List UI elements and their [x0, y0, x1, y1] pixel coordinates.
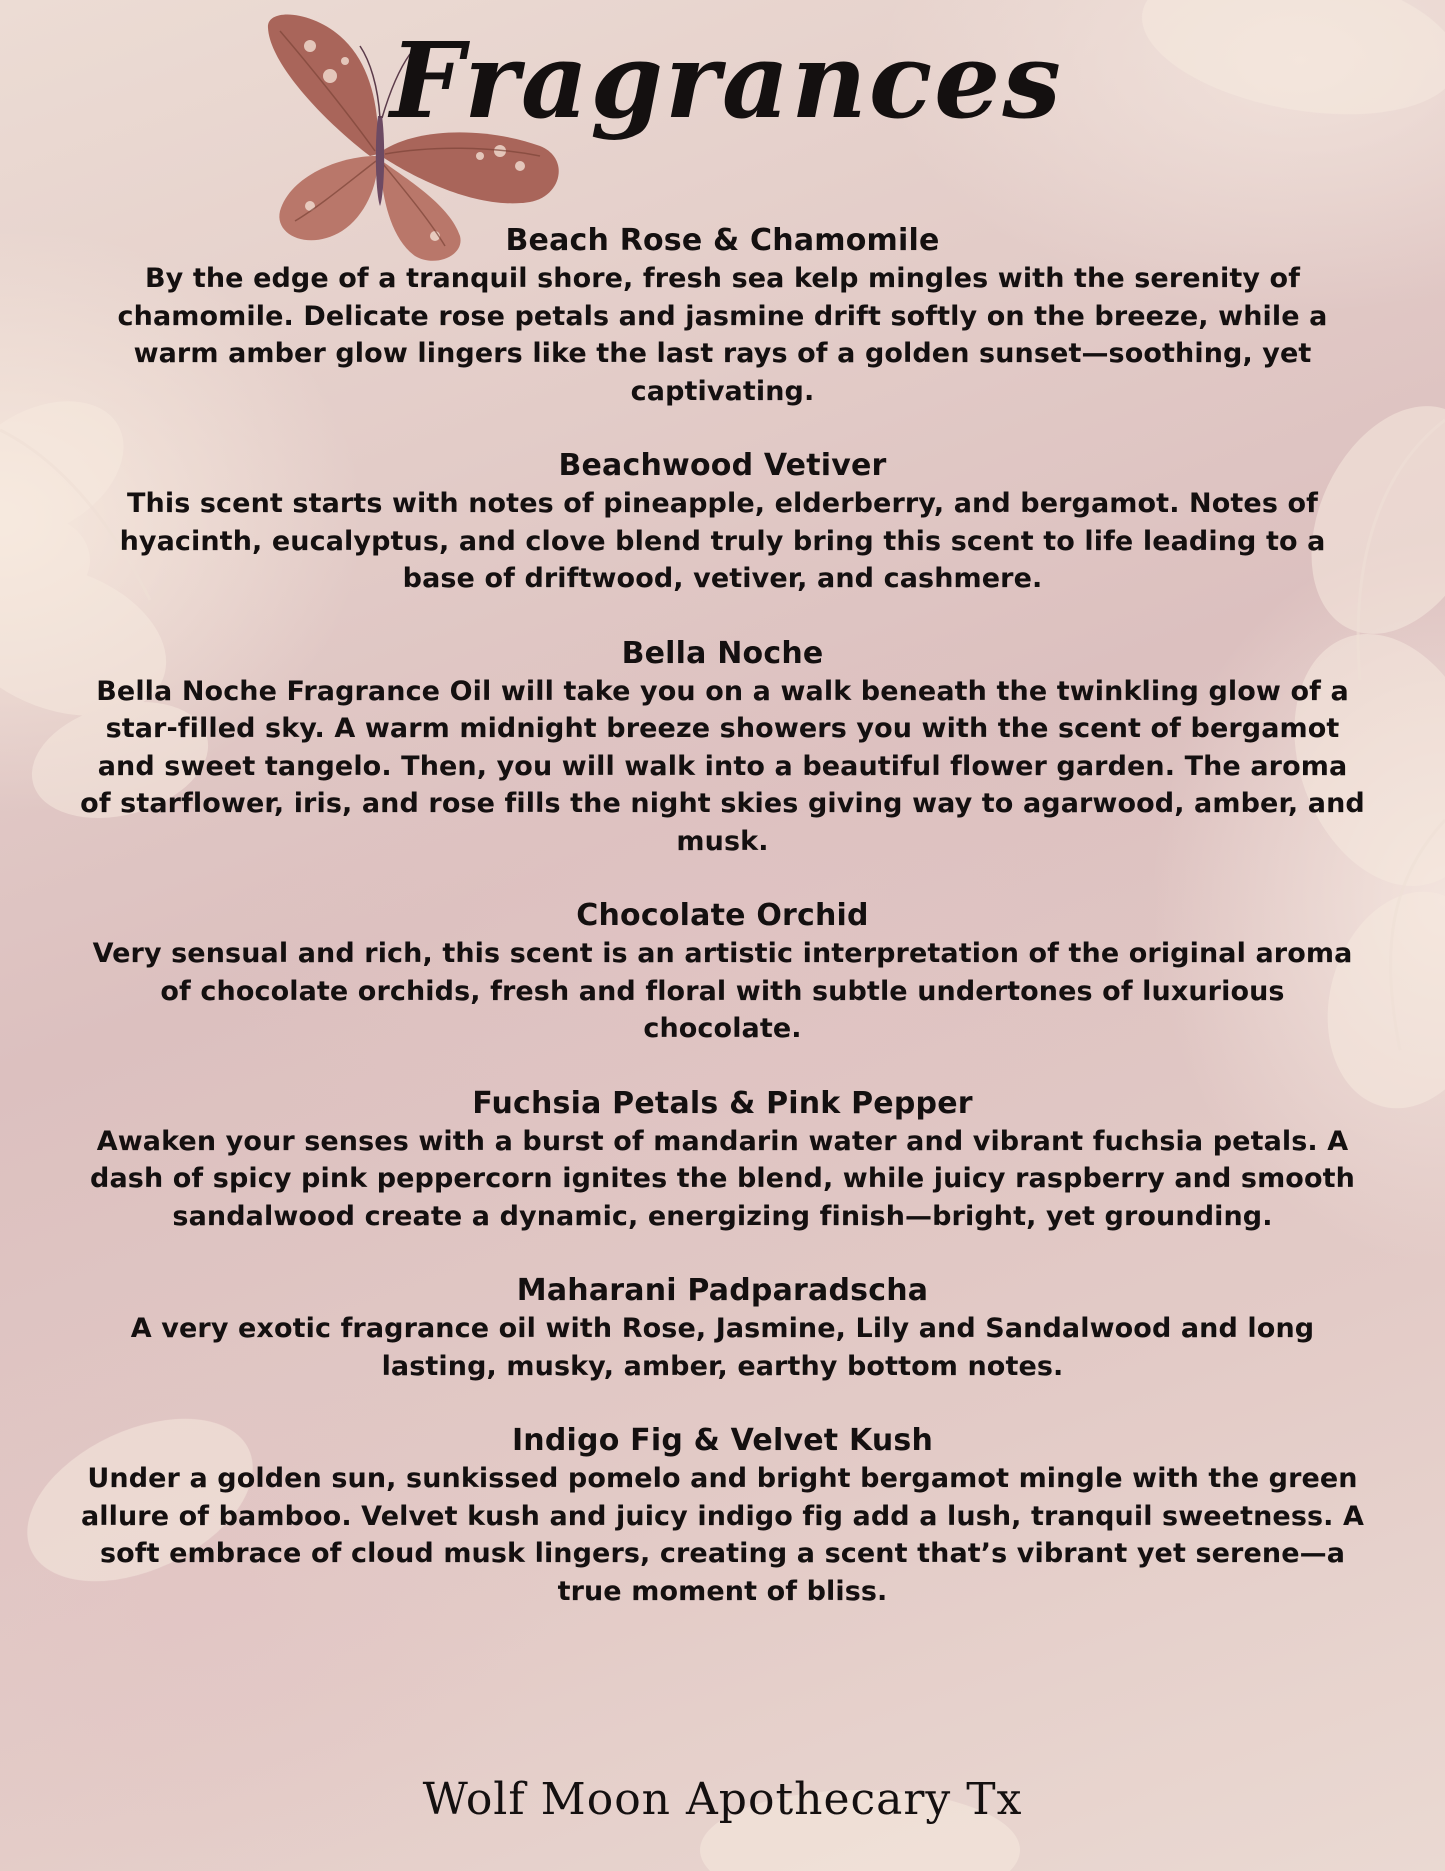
- fragrance-entry: [80, 447, 1365, 598]
- fragrance-name: Beachwood Vetiver: [558, 448, 887, 483]
- fragrance-name: Beach Rose & Chamomile: [505, 223, 940, 258]
- fragrance-description: Awaken your senses with a burst of mandarin water and vibrant fuchsia petals. A dash of spicy pink peppercorn ignites the blend, while juicy raspberry and smooth sandalwood create a dynamic, energizing finish—bright, yet grounding.: [90, 1125, 1355, 1232]
- fragrance-entry: [80, 897, 1365, 1048]
- fragrance-name: Bella Noche: [621, 635, 824, 671]
- page-title: Fragrances: [390, 19, 1063, 142]
- fragrance-entry: [80, 1422, 1365, 1610]
- fragrance-entry: [80, 1272, 1365, 1385]
- fragrance-entry: [80, 222, 1365, 410]
- fragrance-description: Very sensual and rich, this scent is an artistic interpretation of the original aroma of chocolate orchids, fresh and floral with subtle undertones of luxurious chocolate.: [92, 938, 1353, 1044]
- fragrance-name: Maharani Padparadscha: [516, 1273, 929, 1308]
- fragrance-name: Fuchsia Petals & Pink Pepper: [472, 1085, 973, 1121]
- fragrance-name: Indigo Fig & Velvet Kush: [511, 1423, 934, 1458]
- fragrance-entry: [80, 635, 1365, 861]
- shop-name-footer: Wolf Moon Apothecary Tx: [422, 1774, 1023, 1825]
- fragrance-description: A very exotic fragrance oil with Rose, Jasmine, Lily and Sandalwood and long lasting, musky, amber, earthy bottom notes.: [130, 1313, 1315, 1382]
- fragrance-name: Chocolate Orchid: [576, 898, 869, 933]
- fragrance-description: This scent starts with notes of pineapple, elderberry, and bergamot. Notes of hyacinth, eucalyptus, and clove blend truly bring this scent to life leading to a base of driftwood, vetiver, and cashmere.: [119, 488, 1326, 594]
- fragrance-description: By the edge of a tranquil shore, fresh sea kelp mingles with the serenity of chamomile. Delicate rose petals and jasmine drift softly on the breeze, while a warm amber glow lingers like the last rays of a golden sunset—soothing, yet captivating.: [117, 263, 1328, 407]
- fragrance-description: Bella Noche Fragrance Oil will take you on a walk beneath the twinkling glow of a star-filled sky. A warm midnight breeze showers you with the scent of bergamot and sweet tangelo. Then, you will walk into a beautiful flower garden. The aroma of starflower, iris, and rose fills the night skies giving way to agarwood, amber, and musk.: [80, 675, 1365, 857]
- fragrance-description: Under a golden sun, sunkissed pomelo and bright bergamot mingle with the green allure of bamboo. Velvet kush and juicy indigo fig add a lush, tranquil sweetness. A soft embrace of cloud musk lingers, creating a scent that’s vibrant yet serene—a true moment of bliss.: [80, 1463, 1365, 1607]
- fragrance-entry: [80, 1085, 1365, 1236]
- fragrance-list: [80, 222, 1365, 1647]
